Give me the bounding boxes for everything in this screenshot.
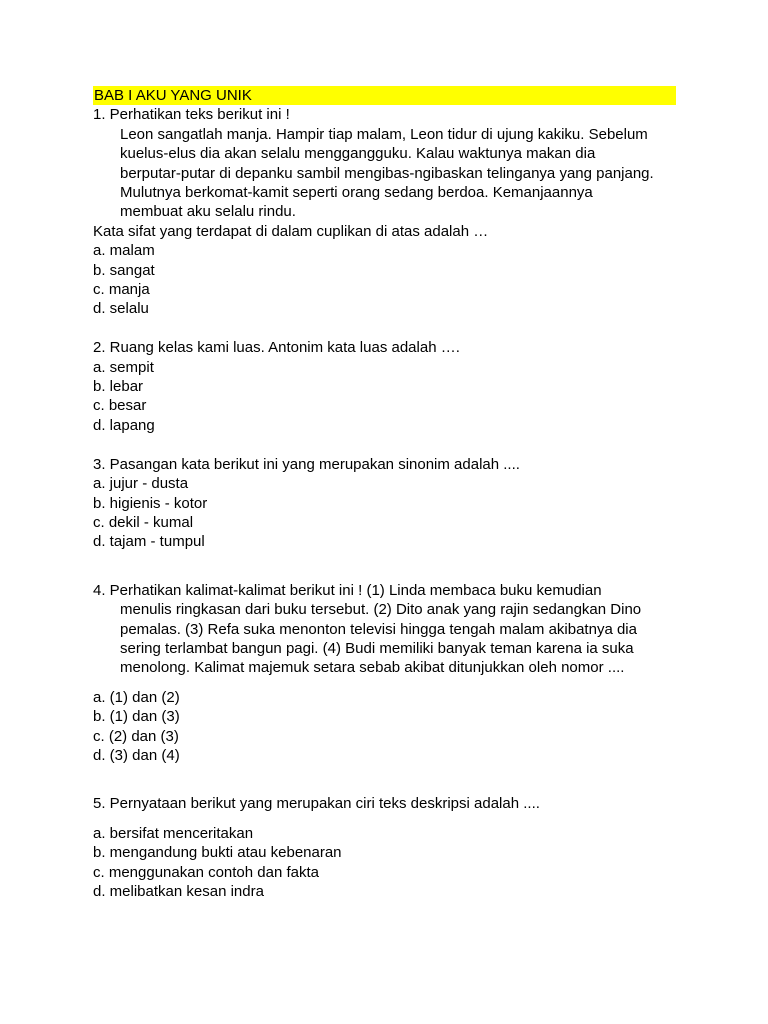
passage-line: Leon sangatlah manja. Hampir tiap malam, Leon tidur di ujung kakiku. Sebelum — [120, 125, 648, 143]
option-item: b. higienis - kotor — [93, 494, 208, 512]
option-item: c. besar — [93, 397, 147, 415]
option-item: a. malam — [93, 242, 155, 260]
option-item: b. mengandung bukti atau kebenaran — [93, 844, 342, 862]
option-item: b. (1) dan (3) — [93, 708, 180, 726]
question-4-text: menolong. Kalimat majemuk setara sebab akibat ditunjukkan oleh nomor .... — [120, 659, 625, 677]
option-item: d. (3) dan (4) — [93, 746, 180, 764]
question-2-text: 2. Ruang kelas kami luas. Antonim kata luas adalah …. — [93, 339, 460, 357]
spacer — [93, 678, 679, 688]
passage-line: Mulutnya berkomat-kamit seperti orang sedang berdoa. Kemanjaannya — [120, 184, 593, 202]
option-item: a. sempit — [93, 358, 154, 376]
option-item: a. jujur - dusta — [93, 475, 189, 493]
chapter-heading: BAB I AKU YANG UNIK — [93, 86, 676, 105]
option-item: c. manja — [93, 281, 150, 299]
document-content — [93, 86, 679, 901]
option-item: a. bersifat menceritakan — [93, 824, 254, 842]
spacer — [93, 765, 679, 794]
option-item: b. sangat — [93, 261, 155, 279]
option-item: c. (2) dan (3) — [93, 727, 179, 745]
spacer — [93, 814, 679, 824]
option-item: d. selalu — [93, 300, 149, 318]
option-item: d. lapang — [93, 416, 155, 434]
passage-line: kuelus-elus dia akan selalu menggangguku. Kalau waktunya makan dia — [120, 145, 596, 163]
spacer — [93, 435, 679, 454]
option-item: a. (1) dan (2) — [93, 688, 180, 706]
question-4-text: pemalas. (3) Refa suka menonton televisi hingga tengah malam akibatnya dia — [120, 620, 637, 638]
option-item: c. dekil - kumal — [93, 513, 194, 531]
option-item: c. menggunakan contoh dan fakta — [93, 863, 319, 881]
option-item: d. melibatkan kesan indra — [93, 883, 264, 900]
option-item: b. lebar — [93, 378, 144, 396]
option-item: d. tajam - tumpul — [93, 533, 205, 551]
question-4 — [93, 581, 679, 766]
spacer — [93, 319, 679, 338]
question-5 — [93, 794, 679, 901]
question-5-text: 5. Pernyataan berikut yang merupakan ciri teks deskripsi adalah .... — [93, 795, 540, 813]
question-2 — [93, 338, 679, 435]
question-1-text: 1. Perhatikan teks berikut ini ! — [93, 106, 290, 124]
question-3 — [93, 455, 679, 552]
question-4-text: menulis ringkasan dari buku tersebut. (2) Dito anak yang rajin sedangkan Dino — [120, 601, 642, 619]
question-3-text: 3. Pasangan kata berikut ini yang merupakan sinonim adalah .... — [93, 455, 520, 473]
question-1 — [93, 105, 679, 318]
passage-line: membuat aku selalu rindu. — [120, 203, 296, 221]
question-4-text: 4. Perhatikan kalimat-kalimat berikut ini ! (1) Linda membaca buku kemudian — [93, 581, 602, 599]
question-1-prompt: Kata sifat yang terdapat di dalam cuplikan di atas adalah … — [93, 222, 489, 240]
passage-line: berputar-putar di depanku sambil mengibas-ngibaskan telinganya yang panjang. — [120, 164, 654, 182]
question-4-text: sering terlambat bangun pagi. (4) Budi memiliki banyak teman karena ia suka — [120, 639, 634, 657]
spacer — [93, 552, 679, 581]
